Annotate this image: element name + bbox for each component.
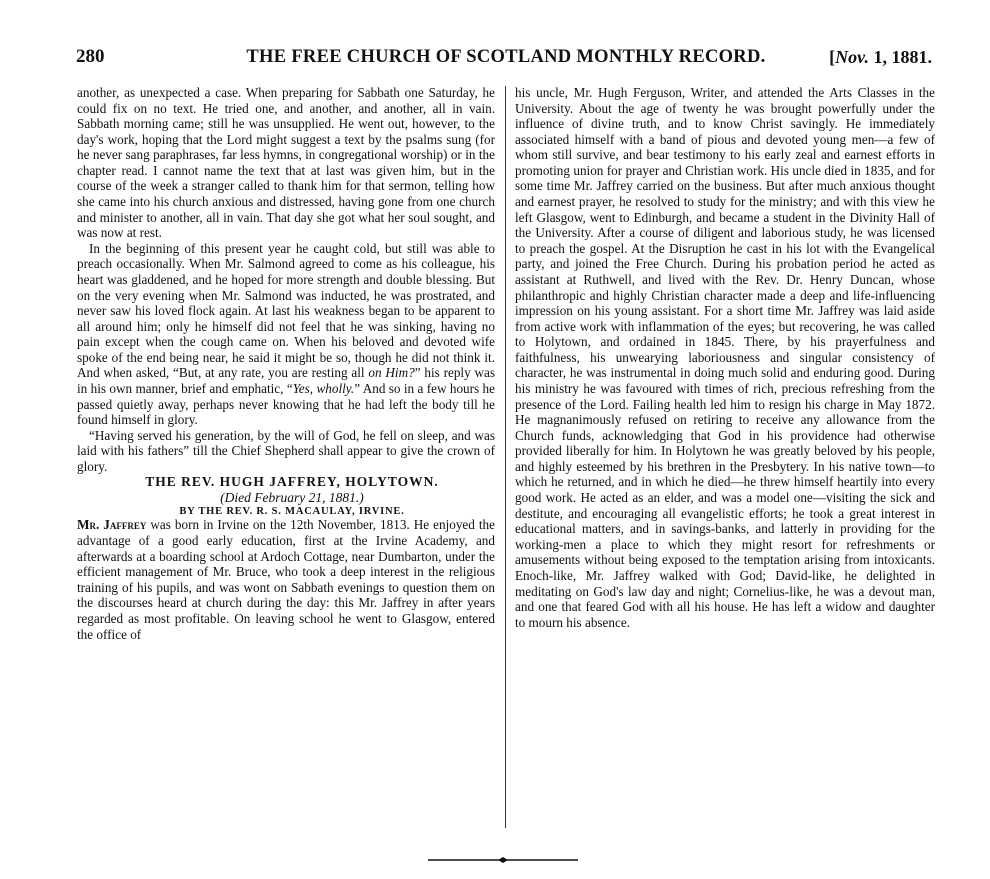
subject-name: Mr. Jaffrey: [77, 517, 147, 533]
emphasis-text: on Him?: [368, 365, 415, 381]
paragraph-text: In the beginning of this present year he caught cold, but still was able to preach occasionally. When Mr. Salmond agreed to come as his colleague, his heart was gladdened, and he hoped for more strength and double blessing. But on the very evening when Mr. Salmond was inducted, he was prostrated, and never saw his loved flock again. At last his weakness began to be apparent to all around him; only he himself did not feel that he was sinking, having no pain except when the cough came on. When his beloved and devoted wife spoke of the end being near, he said it might be so, though he did not think it. And when asked, “But, at any rate, you are resting all: [77, 240, 495, 381]
paragraph-text: ” his reply was in his own manner, brief and emphatic, “: [77, 365, 496, 396]
paragraph-text: was born in Irvine on the 12th November, 1813. He enjoyed the advantage of a good early education, first at the Irvine Academy, and afterwards at a boarding school at Ardoch Cottage, near Dumbarton, under the efficient management of Mr. Bruce, who took a deep interest in the religious training of his pupils, and was wont on Sabbath evenings to question them on the discourses heard at church during the day: this Mr. Jaffrey in after years regarded as most profitable. On leaving school he went to Glasgow, entered the office of: [77, 517, 495, 642]
paragraph: his uncle, Mr. Hugh Ferguson, Writer, and attended the Arts Classes in the University. About the age of twenty he was brought powerfully under the influence of divine truth, and to know Christ savingly. He immediately associated himself with a band of pious and devoted young men—a few of whom still survive, and bear testimony to his early zeal and earnest efforts in promoting union for prayer and Christian work. His uncle died in 1835, and for some time Mr. Jaffrey carried on the business. But after much anxious thought and earnest prayer, he resolved to study for the ministry; and with this view he left Glasgow, went to Edinburgh, and became a student in the Divinity Hall of the University. After a course of diligent and laborious study, he was licensed to preach the gospel. At the Disruption he cast in his lot with the Evangelical party, and joined the Free Church. During his probation period he acted as assistant at Ruthwell, and lived with the Rev. Dr. Henry Duncan, whose philanthropic and highly Christian character made a deep and life-influencing impression on his young assistant. For a short time Mr. Jaffrey was laid aside from active work with inflammation of the eyes; but recovering, he was called to Holytown, and ordained in 1845. There, by his prayerfulness and faithfulness, his unwearying laboriousness and singular consistency of character, he was instrumental in doing much solid and enduring good. During his ministry he was favoured with times of rich, precious refreshing from the presence of the Lord. Failing health led him to resign his charge in May 1872. He magnanimously refused on retiring to receive any allowance from the Church funds, acknowledging that God in his providence had otherwise provided liberally for him. In Holytown he was greatly beloved by his people, and highly esteemed by his brethren in the Presbytery. In his native town—to which he returned, and in which he died—he threw himself heartily into every good work. He acted as an elder, and was a model one—visiting the sick and destitute, and encouraging all evangelistic efforts; he took a great interest in educational matters, and in savings-banks, and latterly in providing for the working-men a place to which they might resort for refreshments or amusements without being exposed to the temptation arising from intoxicants. Enoch-like, Mr. Jaffrey walked with God; David-like, he delighted in meditating on God's law day and night; Cornelius-like, he was a devout man, and one that feared God with all his house. He has left a widow and daughter to mourn his absence.: [515, 85, 935, 630]
column-divider: [505, 86, 506, 828]
paragraph: [77, 517, 495, 642]
left-column: [77, 85, 495, 642]
article-title: THE REV. HUGH JAFFREY, HOLYTOWN.: [145, 474, 439, 490]
running-header: [76, 46, 936, 70]
paragraph: [77, 241, 495, 428]
issue-date-bracket: [: [829, 47, 836, 67]
issue-date-month: Nov.: [835, 47, 869, 67]
issue-date: [829, 47, 932, 68]
paragraph: “Having served his generation, by the will of God, he fell on sleep, and was laid with his fathers” till the Chief Shepherd shall appear to give the crown of glory.: [77, 427, 495, 474]
journal-title: THE FREE CHURCH OF SCOTLAND MONTHLY RECORD.: [246, 47, 766, 67]
emphasis-text: Yes, wholly.: [292, 380, 355, 396]
right-column: [515, 85, 935, 630]
paragraph: another, as unexpected a case. When preparing for Sabbath one Saturday, he could fix on no text. He tried one, and another, and another, all in vain. Sabbath morning came; still he was unsupplied. He went out, however, to the day's work, hoping that the Lord might suggest a text by the psalms sung (for he never sang paraphrases, far less hymns, in congregational worship) or in the chapter read. I cannot name the text that at last was given him, but in the course of the week a stranger called to thank him for that sermon, telling how she came into his church anxious and distressed, having gone from one church and minister to another, all in vain. That day she got what her soul sought, and was now at rest.: [77, 85, 495, 241]
article-byline: BY THE REV. R. S. MACAULAY, IRVINE.: [179, 506, 405, 518]
issue-date-rest: 1, 1881.: [869, 47, 932, 67]
article-death-date: (Died February 21, 1881.): [220, 490, 364, 506]
page-number: 280: [76, 46, 105, 67]
end-ornament: [428, 857, 578, 863]
paragraph-text: ” And so in a few hours he passed quietly away, perhaps never knowing that he had left the body till he found himself in glory.: [77, 380, 495, 428]
